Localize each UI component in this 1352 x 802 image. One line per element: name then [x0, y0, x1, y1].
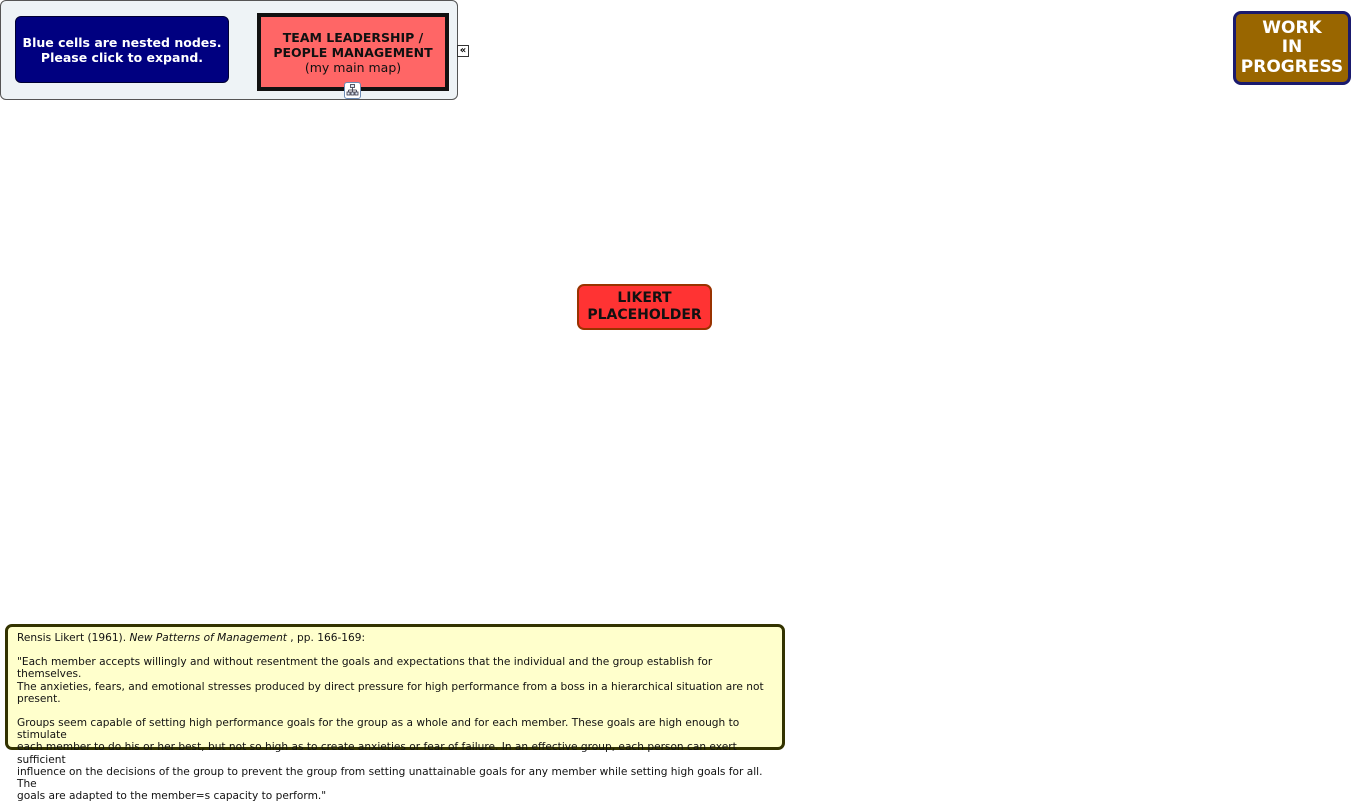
legend-panel [0, 0, 458, 100]
spacer [17, 644, 773, 656]
spacer [17, 705, 773, 717]
quote-paragraph-1: "Each member accepts willingly and without resentment the goals and expectations that the individual and the group establish for themselves. The anxieties, fears, and emotional stresses produced by direct pressure for high performance from a boss in a hierarchical situation are not present. [17, 656, 764, 705]
main-map-subtitle: (my main map) [304, 59, 402, 75]
likert-quote-box [5, 624, 785, 802]
nested-nodes-note [15, 16, 229, 83]
main-map-title: TEAM LEADERSHIP / PEOPLE MANAGEMENT [273, 29, 433, 60]
likert-placeholder-node[interactable] [577, 284, 712, 330]
main-map-link-node[interactable] [257, 13, 449, 91]
work-in-progress-badge [1233, 11, 1351, 85]
collapse-panel-button[interactable]: « [457, 45, 469, 57]
quote-paragraph-2: Groups seem capable of setting high performance goals for the group as a whole and for each member. These goals are high enough to stimulate each member to do his or her best, but not so high as to create anxieties or fear of failure. In an effective group, each person can exert sufficient influence on the decisions of the group to prevent the group from setting unattainable goals for any member while setting high goals for all. The goals are adapted to the member=s capacity to perform." [17, 717, 763, 802]
nested-nodes-note-text: Blue cells are nested nodes. Please click to expand. [22, 34, 222, 65]
likert-placeholder-label: LIKERT PLACEHOLDER [587, 290, 702, 323]
work-in-progress-label: WORK IN PROGRESS [1240, 17, 1344, 77]
quote-citation [17, 632, 773, 644]
citation-prefix: Rensis Likert (1961). [17, 632, 130, 644]
citation-pages: , pp. 166-169: [286, 632, 366, 644]
citation-book-title: New Patterns of Management [129, 632, 287, 644]
submap-link-icon[interactable] [344, 82, 361, 99]
